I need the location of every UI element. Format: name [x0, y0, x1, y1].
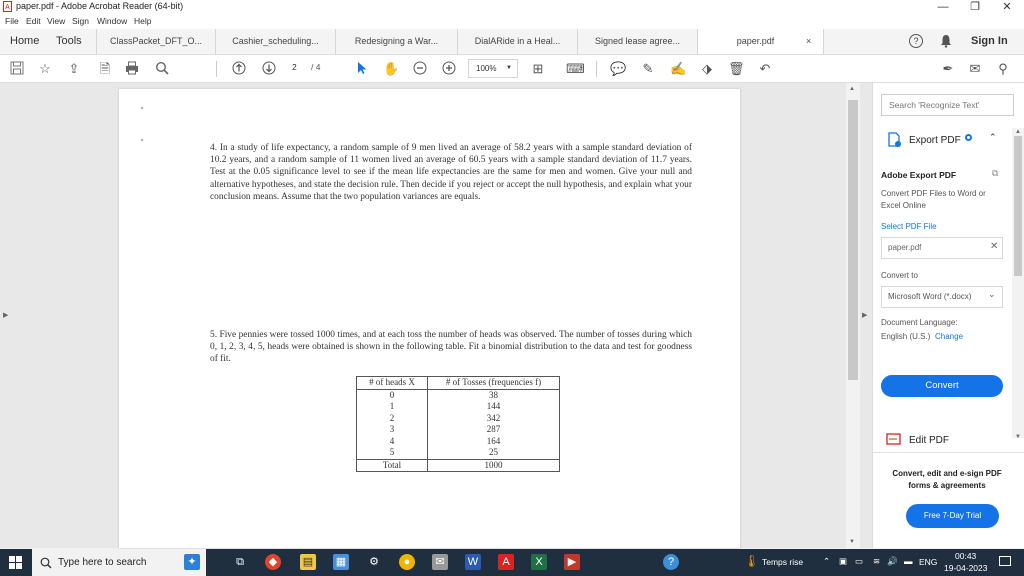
- task-view-icon[interactable]: ⧉: [236, 556, 244, 568]
- save-icon[interactable]: [9, 61, 25, 77]
- table-cell: 5: [357, 447, 428, 459]
- sign-in-button[interactable]: Sign In: [971, 35, 1008, 47]
- export-section-title: Adobe Export PDF: [881, 170, 957, 180]
- menu-sign[interactable]: Sign: [72, 16, 90, 26]
- search-icon: [40, 557, 52, 572]
- scroll-down-icon[interactable]: ▼: [849, 539, 855, 545]
- pane-scroll-down-icon[interactable]: ▼: [1015, 434, 1021, 440]
- undo-icon[interactable]: ↶: [759, 61, 771, 76]
- pane-scroll-up-icon[interactable]: ▲: [1015, 129, 1021, 135]
- search-zoom-icon[interactable]: [154, 61, 170, 77]
- document-language-value: English (U.S.): [881, 332, 931, 341]
- select-cursor-icon[interactable]: [354, 61, 370, 77]
- page-fit-icon[interactable]: ⊞: [532, 61, 544, 76]
- close-button[interactable]: ✕: [1002, 1, 1012, 13]
- notification-bell-icon[interactable]: [940, 34, 952, 51]
- doc-tab[interactable]: DialARide in a Heal...: [458, 29, 578, 54]
- clock-time[interactable]: 00:43: [955, 551, 977, 561]
- stamp-icon[interactable]: ⬗: [702, 61, 712, 76]
- notification-center-icon[interactable]: [999, 556, 1011, 566]
- export-pdf-icon: [887, 132, 902, 151]
- table-cell: 38: [489, 389, 498, 400]
- copy-icon[interactable]: ⧉: [992, 168, 999, 178]
- acrobat-app-icon[interactable]: A: [498, 554, 514, 570]
- table-header-row: [357, 377, 560, 390]
- hand-tool-icon[interactable]: ✋: [383, 61, 400, 76]
- zoom-level-value: 100%: [476, 64, 497, 73]
- promo-text: Convert, edit and e-sign PDF forms & agreements: [892, 469, 1002, 490]
- doc-tab[interactable]: Redesigning a War...: [336, 29, 458, 54]
- table-cell: 287: [486, 424, 501, 434]
- windows-start-icon[interactable]: [9, 556, 22, 572]
- title-bar: [0, 0, 1024, 14]
- zoom-in-icon[interactable]: [441, 61, 457, 77]
- chrome-browser-icon[interactable]: ●: [399, 554, 415, 570]
- column-header: # of heads X: [357, 377, 428, 390]
- table-cell: 164: [486, 435, 501, 446]
- acrobat-icon: A: [3, 1, 12, 12]
- table-row: [357, 413, 560, 425]
- problem-5-text: 5. Five pennies were tossed 1000 times, and at each toss the number of heads was observed. The number of tosses during which 0, 1, 2, 3, 4, 5, heads were obtained is shown in the following table. Fit a binomial distribution to the data and test for goodness of fit.: [210, 330, 692, 365]
- print-icon[interactable]: [124, 61, 140, 77]
- tools-pane-scrollbar-thumb[interactable]: [1014, 136, 1022, 276]
- bookmark-star-icon[interactable]: ☆: [39, 61, 51, 76]
- edit-pdf-tool[interactable]: Edit PDF: [909, 435, 950, 446]
- word-app-icon[interactable]: W: [465, 554, 481, 570]
- tray-chevron-icon[interactable]: ⌃: [823, 556, 831, 566]
- app-icon[interactable]: ✉: [432, 554, 448, 570]
- wifi-icon[interactable]: ≋: [873, 556, 881, 566]
- convert-format-dropdown[interactable]: [881, 286, 1003, 308]
- video-app-icon[interactable]: ▶: [564, 554, 580, 570]
- page-mark: [141, 107, 143, 109]
- table-cell: 1: [357, 401, 428, 413]
- column-header: # of Tosses (frequencies f): [428, 377, 560, 390]
- email-icon[interactable]: ✉: [969, 61, 981, 76]
- select-file-label: Select PDF File: [881, 222, 937, 231]
- minimize-button[interactable]: —: [937, 1, 949, 13]
- export-description: Convert PDF Files to Word or Excel Online: [881, 189, 986, 210]
- table-cell: 2: [357, 413, 428, 425]
- menu-edit[interactable]: Edit: [26, 16, 41, 26]
- page-mark: [141, 139, 143, 141]
- keyboard-scroll-icon[interactable]: ⌨: [566, 61, 585, 76]
- next-page-icon[interactable]: [261, 61, 277, 77]
- edit-pdf-icon: [886, 433, 901, 448]
- table-row: [357, 401, 560, 413]
- tab-bar: [0, 29, 1024, 55]
- table-cell: 144: [486, 401, 501, 411]
- toolbar-divider: [596, 61, 597, 77]
- help-app-icon[interactable]: ?: [663, 554, 679, 570]
- doc-tab[interactable]: ClassPacket_DFT_O...: [96, 29, 216, 54]
- excel-app-icon[interactable]: X: [531, 554, 547, 570]
- toolbar-divider: [216, 61, 217, 77]
- delete-trash-icon[interactable]: 🗑: [728, 61, 745, 76]
- create-pdf-icon[interactable]: 🗎: [99, 61, 111, 76]
- share-upload-icon[interactable]: ⇪: [68, 61, 80, 76]
- pdf-page: [119, 89, 740, 548]
- clock-date[interactable]: 19-04-2023: [944, 563, 988, 573]
- tool-search-input[interactable]: Search 'Recognize Text': [881, 94, 1014, 116]
- zoom-out-icon[interactable]: [412, 61, 428, 77]
- doc-tab[interactable]: Cashier_scheduling...: [216, 29, 336, 54]
- zoom-level-dropdown[interactable]: [468, 59, 518, 78]
- weather-status[interactable]: Temps rise: [762, 557, 804, 567]
- selected-file-field[interactable]: paper.pdf: [881, 237, 1003, 259]
- help-icon[interactable]: ?: [909, 34, 923, 48]
- comment-icon[interactable]: 💬: [610, 61, 627, 76]
- news-widget-icon[interactable]: ✦: [184, 554, 200, 570]
- menu-help[interactable]: Help: [134, 16, 152, 26]
- chevron-down-icon: ▼: [506, 65, 512, 71]
- convert-button[interactable]: Convert: [881, 375, 1003, 397]
- left-pane-toggle-icon[interactable]: ▶: [3, 312, 9, 319]
- highlight-pen-icon[interactable]: ✎: [642, 61, 654, 76]
- table-total-row: [357, 459, 560, 472]
- right-pane-toggle-icon[interactable]: ▶: [862, 312, 868, 319]
- menu-view[interactable]: View: [47, 16, 66, 26]
- table-cell: 1000: [428, 459, 560, 472]
- toolbar: [0, 55, 1024, 83]
- status-dot-icon: [965, 134, 972, 141]
- table-row: [357, 447, 560, 459]
- scroll-up-icon[interactable]: ▲: [849, 86, 855, 92]
- table-cell: 0: [357, 389, 428, 401]
- page-total: / 4: [311, 62, 321, 72]
- export-pdf-title[interactable]: Export PDF: [909, 135, 961, 146]
- table-row: [357, 389, 560, 401]
- frequency-table: [356, 376, 560, 472]
- remove-file-icon[interactable]: ✕: [990, 241, 999, 252]
- convert-to-label: Convert to: [881, 271, 918, 280]
- convert-format-value: Microsoft Word (*.docx): [888, 292, 972, 301]
- table-row: [357, 424, 560, 436]
- brave-browser-icon[interactable]: ◆: [265, 554, 281, 570]
- table-cell: Total: [357, 459, 428, 472]
- doc-tab[interactable]: Signed lease agree...: [578, 29, 698, 54]
- thermometer-icon: 🌡: [744, 554, 760, 568]
- tab-tools[interactable]: Tools: [56, 35, 82, 47]
- input-language[interactable]: ENG: [919, 557, 938, 567]
- doc-tab-active[interactable]: paper.pdf: [698, 29, 824, 54]
- draw-signature-icon[interactable]: ✍: [670, 61, 687, 76]
- user-search-icon[interactable]: ⚲: [998, 61, 1008, 76]
- menu-file[interactable]: File: [5, 16, 19, 26]
- tray-monitor-icon[interactable]: ▭: [855, 556, 864, 566]
- table-cell: 342: [486, 412, 501, 423]
- menu-bar: [0, 14, 1024, 29]
- page-number-input[interactable]: 2: [292, 62, 297, 72]
- file-explorer-icon[interactable]: ▤: [300, 554, 316, 570]
- table-cell: 3: [357, 424, 428, 436]
- table-cell: 4: [357, 436, 428, 448]
- settings-gear-icon[interactable]: ⚙: [369, 556, 379, 568]
- close-tab-icon[interactable]: ×: [806, 36, 812, 46]
- battery-icon[interactable]: ▬: [904, 556, 913, 566]
- change-language-link[interactable]: Change: [935, 332, 964, 341]
- table-cell: 25: [489, 447, 498, 457]
- chevron-down-icon[interactable]: ⌄: [988, 289, 996, 299]
- calculator-app-icon[interactable]: ▦: [333, 554, 349, 570]
- tray-network-icon[interactable]: ▣: [839, 556, 848, 566]
- table-row: [357, 436, 560, 448]
- window-title: paper.pdf - Adobe Acrobat Reader (64-bit): [16, 1, 184, 11]
- free-trial-button[interactable]: Free 7-Day Trial: [906, 504, 999, 528]
- document-language-label: Document Language:: [881, 318, 958, 327]
- maximize-button[interactable]: ❐: [970, 1, 980, 13]
- collapse-chevron-icon[interactable]: ⌃: [989, 132, 997, 142]
- fill-sign-icon[interactable]: ✒: [942, 61, 954, 76]
- document-scrollbar-thumb[interactable]: [848, 100, 858, 380]
- problem-4-text: 4. In a study of life expectancy, a random sample of 9 men lived an average of 58.2 years with a sample standard deviation of 10.2 years, and a random sample of 11 women lived an average of 60.5 years with a sample standard deviation of 11.7 years. Test at the 0.05 significance level to see if the mean life expectancies are the same for men and women. Give your null and alternative hypotheses, and state the decision rule. Then decide if you reject or accept the null hypothesis, and explain what your conclusion means. Assume that the two population variances are equals.: [210, 143, 692, 202]
- menu-window[interactable]: Window: [97, 16, 128, 26]
- previous-page-icon[interactable]: [231, 61, 247, 77]
- volume-icon[interactable]: 🔊: [887, 556, 898, 566]
- taskbar-search-input[interactable]: Type here to search: [32, 549, 206, 576]
- tab-home[interactable]: Home: [10, 35, 40, 47]
- pane-divider: [872, 452, 1024, 453]
